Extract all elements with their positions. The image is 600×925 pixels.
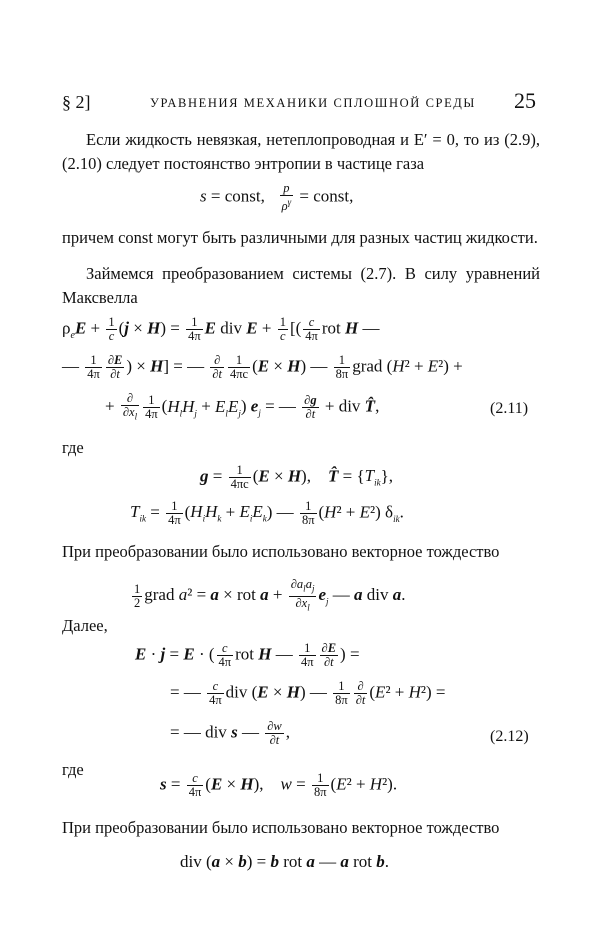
equation-s-w: s = $\frac{c}{4\pi}$ (E × H), w = $\frac{1}{8\pi}$ (E² + H²). xyxy=(160,771,398,799)
equation-2-12-line2: = — $\frac{c}{4\pi}$ div (E × H) — $\frac{1}{8\pi}$ ∂ ∂t (E² + H²) = xyxy=(170,679,446,707)
equation-tik: $T_{ik}$ = $\frac{1}{4\pi}$ $(H_iH_k + E_iE_k)$ — $\frac{1}{8\pi}$ (H² + E²) $\delta_{ik}$. xyxy=(130,499,404,527)
equation-div-identity: div (a × b) = b rot a — a rot b. xyxy=(180,852,390,871)
equation-number-2-11: (2.11) xyxy=(490,400,529,417)
equation-2-11-line3: + ∂ $\partial x_l$ $\frac{1}{4\pi}$ $(H_lH_j + E_lE_j) e_j$ = — $\frac{\partial g}{\partial t}$ + div T̂, xyxy=(105,391,380,422)
equation-number-2-12: (2.12) xyxy=(490,728,529,745)
paragraph-entropy: Если жидкость невязкая, нетеплопроводная и E′ = 0, то из (2.9), (2.10) следует постоянство энтропии в частице газа xyxy=(62,130,540,173)
word-gde-1: где xyxy=(62,438,84,457)
page-number: 25 xyxy=(514,88,536,113)
equation-grad-identity: $\frac{1}{2}$ grad a² = a × rot a + $\partial a_la_j$ $\partial x_l$ $e_j$ — a div a. xyxy=(134,577,406,612)
running-title: УРАВНЕНИЯ МЕХАНИКИ СПЛОШНОЙ СРЕДЫ xyxy=(150,96,476,110)
section-marker: § 2] xyxy=(62,92,91,112)
equation-const: s = const, $\frac{p}{\rho^\gamma}$ = const, xyxy=(200,181,354,214)
paragraph-const: причем const могут быть различными для разных частиц жидкости. xyxy=(62,228,538,247)
paragraph-vector-identity-1: При преобразовании было использовано векторное тождество xyxy=(62,542,500,561)
equation-2-12-line1: E · j = E · ( $\frac{c}{4\pi}$ rot H — $\frac{1}{4\pi}$ $\frac{\partial E}{\partial t}$ ) = xyxy=(135,641,360,669)
paragraph-maxwell: Займемся преобразованием системы (2.7). В силу уравнений Максвелла xyxy=(62,264,540,307)
equation-2-12-line3: = — div s — $\frac{\partial w}{\partial t}$ , xyxy=(170,719,290,747)
equation-g-t: g = $\frac{1}{4\pi c}$ (E × H), T̂ = $\{T_{ik}\}$, xyxy=(200,463,393,491)
paragraph-vector-identity-2: При преобразовании было использовано векторное тождество xyxy=(62,818,500,837)
word-dalee: Далее, xyxy=(62,616,108,635)
equation-2-11-line2: — $\frac{1}{4\pi}$ $\frac{\partial E}{\partial t}$ ) × H] = — ∂ ∂t $\frac{1}{4\pi c}$ (E × H) — $\frac{1}{8\pi}$ grad (H² + E²) + xyxy=(62,353,463,381)
word-gde-2: где xyxy=(62,760,84,779)
equation-2-11-line1: $\rho_eE$ + $\frac{1}{c}$ (j × H) = $\frac{1}{4\pi}$ E div E + $\frac{1}{c}$ [( $\frac{c}{4\pi}$ rot H — xyxy=(62,315,380,343)
